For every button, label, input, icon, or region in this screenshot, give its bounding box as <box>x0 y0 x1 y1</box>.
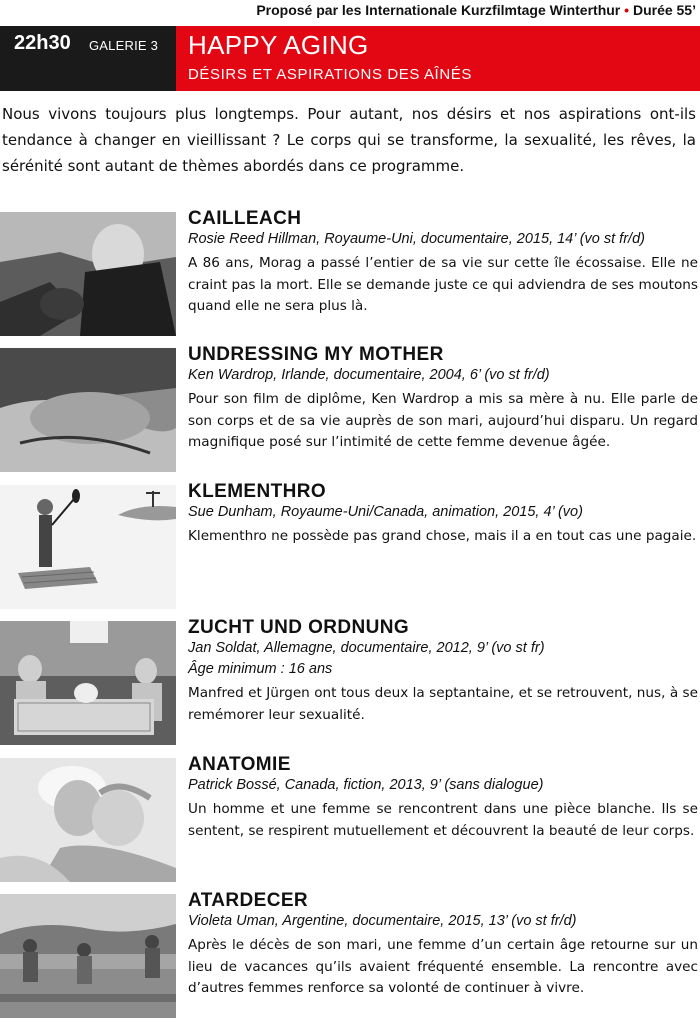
program-subtitle: DÉSIRS ET ASPIRATIONS DES AÎNÉS <box>188 66 472 83</box>
film-title: ZUCHT UND ORDNUNG <box>188 617 410 638</box>
film-credits: Sue Dunham, Royaume-Uni/Canada, animation, 2015, 4’ (vo) <box>188 504 583 520</box>
program-title: HAPPY AGING <box>188 30 369 60</box>
time-venue-box <box>0 26 176 91</box>
duration-text: Durée 55’ <box>632 2 696 18</box>
screening-venue: GALERIE 3 <box>89 38 158 53</box>
film-still-atardecer <box>0 894 176 1018</box>
program-header <box>0 26 700 91</box>
film-credits: Rosie Reed Hillman, Royaume-Uni, documentaire, 2015, 14’ (vo st fr/d) <box>188 231 645 247</box>
program-title-box <box>176 26 700 91</box>
film-still-cailleach <box>0 212 176 336</box>
film-synopsis: Un homme et une femme se rencontrent dans une pièce blanche. Ils se sentent, se respirent mutuellement et découvrent la beauté de leur corps. <box>188 801 698 839</box>
film-title: ANATOMIE <box>188 754 291 775</box>
film-credits: Violeta Uman, Argentine, documentaire, 2015, 13’ (vo st fr/d) <box>188 913 577 929</box>
film-still-klementhro <box>0 485 176 609</box>
film-still-zucht-und-ordnung <box>0 621 176 745</box>
film-title: CAILLEACH <box>188 208 302 229</box>
screening-time: 22h30 <box>14 32 71 54</box>
film-title: ATARDECER <box>188 890 309 911</box>
film-credits: Jan Soldat, Allemagne, documentaire, 2012, 9’ (vo st fr) <box>188 640 545 656</box>
film-credits: Ken Wardrop, Irlande, documentaire, 2004, 6’ (vo st fr/d) <box>188 367 550 383</box>
film-synopsis: Pour son film de diplôme, Ken Wardrop a mis sa mère à nu. Elle parle de son corps et de sa vie auprès de son mari, aujourd’hui disparu. Un regard magnifique posé sur l’intimité de cette femme devenue âgée. <box>188 391 698 450</box>
film-synopsis: A 86 ans, Morag a passé l’entier de sa vie sur cette île écossaise. Elle ne craint pas la mort. Elle se demande juste ce qui adviendra de ses moutons quand elle ne sera plus là. <box>188 255 698 314</box>
age-restriction: Âge minimum : 16 ans <box>188 661 333 677</box>
film-credits: Patrick Bossé, Canada, fiction, 2013, 9’ (sans dialogue) <box>188 777 544 793</box>
film-still-undressing-my-mother <box>0 348 176 472</box>
bullet-separator: • <box>624 2 630 18</box>
film-synopsis: Manfred et Jürgen ont tous deux la septantaine, et se retrouvent, nus, à se remémorer leur sexualité. <box>188 685 698 723</box>
program-intro: Nous vivons toujours plus longtemps. Pour autant, nos désirs et nos aspirations ont-ils tendance à changer en vieillissant ? Le corps qui se transforme, la sexualité, les rêves, la sérénité sont autant de thèmes abordés dans ce programme. <box>2 105 696 175</box>
program-credit-line <box>256 2 696 18</box>
film-synopsis: Klementhro ne possède pas grand chose, mais il a en tout cas une pagaie. <box>188 528 697 544</box>
film-title: UNDRESSING MY MOTHER <box>188 344 444 365</box>
film-still-anatomie <box>0 758 176 882</box>
film-synopsis: Après le décès de son mari, une femme d’un certain âge retourne sur un lieu de vacances qu’ils avaient fréquenté ensemble. La rencontre avec d’autres femmes renforce sa volonté de continuer à vivre. <box>188 937 698 996</box>
presenter-text: Proposé par les Internationale Kurzfilmtage Winterthur <box>256 2 621 18</box>
film-title: KLEMENTHRO <box>188 481 327 502</box>
